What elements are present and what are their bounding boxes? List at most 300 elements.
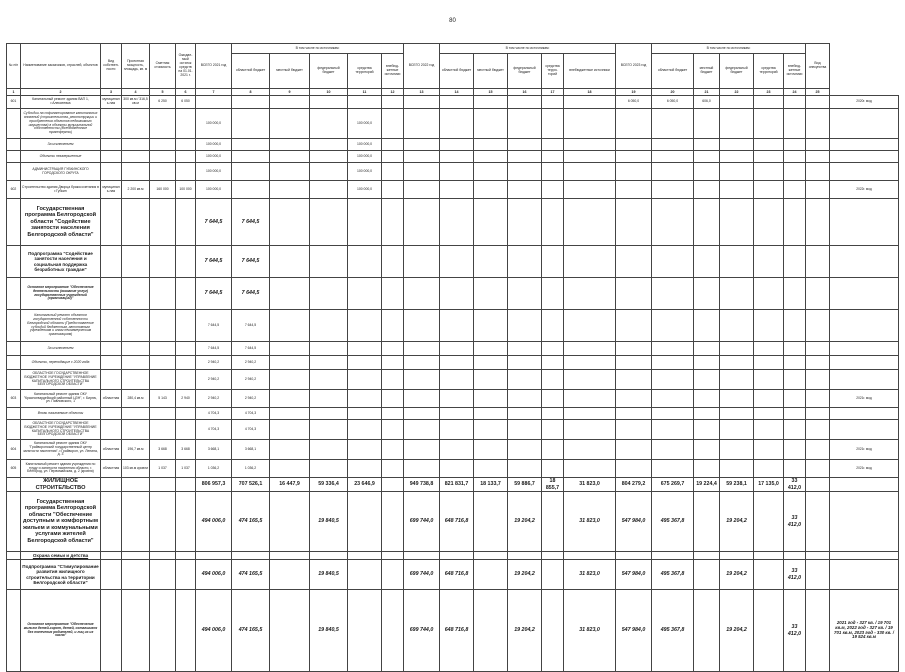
row-property-type	[830, 278, 899, 310]
row-value: 648 716,8	[440, 590, 474, 672]
row-value: 31 823,0	[564, 560, 616, 590]
row-value: 4 704,3	[232, 420, 270, 440]
row-value	[754, 310, 784, 342]
row-value	[542, 420, 564, 440]
row-value: 494 006,0	[196, 560, 232, 590]
row-remaining	[176, 163, 196, 181]
row-number	[7, 552, 21, 560]
row-value	[348, 342, 382, 356]
row-value	[382, 478, 404, 492]
row-value: 19 224,4	[694, 478, 720, 492]
row-value	[720, 163, 754, 181]
row-remaining	[176, 590, 196, 672]
row-value	[404, 151, 440, 163]
row-estimate	[150, 420, 176, 440]
column-number: 19	[616, 89, 652, 96]
row-value	[440, 278, 474, 310]
row-value	[542, 139, 564, 151]
row-value: 804 279,2	[616, 478, 652, 492]
row-value	[720, 151, 754, 163]
row-value	[310, 278, 348, 310]
row-value	[720, 390, 754, 408]
row-value	[542, 181, 564, 199]
col-federal-2021: федеральный бюджет	[310, 54, 348, 89]
row-value	[348, 356, 382, 370]
row-value	[382, 420, 404, 440]
table-row	[7, 370, 899, 390]
row-value: 7 644,5	[232, 246, 270, 278]
row-value	[404, 408, 440, 420]
table-row	[7, 181, 899, 199]
row-value	[616, 199, 652, 246]
row-value	[784, 420, 806, 440]
row-capacity	[122, 420, 150, 440]
row-value	[616, 552, 652, 560]
row-value	[806, 181, 830, 199]
row-value	[474, 552, 508, 560]
row-value: 3 668,1	[232, 440, 270, 460]
row-value: 19 840,5	[310, 590, 348, 672]
row-estimate	[150, 342, 176, 356]
row-value	[564, 96, 616, 109]
table-row	[7, 440, 899, 460]
row-value	[754, 590, 784, 672]
col-num: № п/п	[7, 44, 21, 89]
row-remaining	[176, 342, 196, 356]
row-value	[784, 460, 806, 478]
row-value	[270, 492, 310, 552]
row-value	[382, 96, 404, 109]
table-row	[7, 96, 899, 109]
row-number	[7, 246, 21, 278]
table-row	[7, 420, 899, 440]
row-value	[382, 552, 404, 560]
column-number: 2	[21, 89, 101, 96]
row-value	[474, 492, 508, 552]
row-estimate	[150, 370, 176, 390]
row-value	[652, 181, 694, 199]
row-value	[270, 408, 310, 420]
row-value: 100 000,0	[348, 181, 382, 199]
row-value: 7 644,5	[232, 310, 270, 342]
row-property-type	[830, 560, 899, 590]
row-property-type: 2021г. мод	[830, 390, 899, 408]
row-capacity	[122, 342, 150, 356]
row-capacity	[122, 139, 150, 151]
col-ownership: Вид собствен-ности	[101, 44, 122, 89]
row-value	[564, 408, 616, 420]
row-value	[440, 356, 474, 370]
row-value	[616, 460, 652, 478]
row-value	[196, 96, 232, 109]
row-value	[348, 96, 382, 109]
row-value	[720, 278, 754, 310]
row-value	[564, 163, 616, 181]
row-value	[806, 199, 830, 246]
row-value	[404, 139, 440, 151]
row-estimate: 3 668	[150, 440, 176, 460]
row-value	[694, 278, 720, 310]
row-value	[564, 310, 616, 342]
column-number: 8	[232, 89, 270, 96]
row-value	[270, 590, 310, 672]
row-value	[754, 356, 784, 370]
row-name: Субсидии на софинансирование капитальных вложений (строительства, реконструкции и приобретения объектов недвижимого имущества) в объекты муниципальной собственности (Всебюджетные трансферты)	[21, 109, 101, 139]
row-value	[542, 552, 564, 560]
row-value	[508, 408, 542, 420]
row-value	[440, 390, 474, 408]
row-remaining	[176, 478, 196, 492]
row-number	[7, 492, 21, 552]
row-value	[652, 460, 694, 478]
row-value	[270, 96, 310, 109]
row-value	[348, 390, 382, 408]
row-value	[382, 310, 404, 342]
row-value: 648 716,8	[440, 560, 474, 590]
row-property-type: 2022г. мод	[830, 181, 899, 199]
row-value	[694, 420, 720, 440]
row-value	[542, 163, 564, 181]
column-number: 25	[806, 89, 830, 96]
row-value	[720, 310, 754, 342]
row-remaining	[176, 552, 196, 560]
column-number: 16	[508, 89, 542, 96]
row-value: 4 704,3	[196, 420, 232, 440]
row-value	[440, 96, 474, 109]
row-value	[404, 96, 440, 109]
row-name: АДМИНИСТРАЦИЯ ГУБКИНСКОГО ГОРОДСКОГО ОКРУГА	[21, 163, 101, 181]
row-value: 3 668,1	[196, 440, 232, 460]
row-number	[7, 408, 21, 420]
row-value	[720, 109, 754, 139]
row-value	[310, 246, 348, 278]
row-name: Объекты, переходящие с 2020 года	[21, 356, 101, 370]
row-value	[652, 163, 694, 181]
row-capacity	[122, 370, 150, 390]
row-value: 495 367,8	[652, 560, 694, 590]
row-value	[564, 199, 616, 246]
row-value	[270, 356, 310, 370]
row-number	[7, 370, 21, 390]
row-value	[270, 278, 310, 310]
row-value: 2 940,2	[232, 370, 270, 390]
table-row	[7, 390, 899, 408]
row-value	[232, 552, 270, 560]
row-value: 2 940,2	[232, 356, 270, 370]
row-value	[616, 420, 652, 440]
row-number: 605	[7, 460, 21, 478]
row-property-type	[830, 139, 899, 151]
row-value	[754, 420, 784, 440]
row-ownership	[101, 590, 122, 672]
row-capacity	[122, 278, 150, 310]
row-remaining: 6 050	[176, 96, 196, 109]
row-property-type	[830, 492, 899, 552]
row-estimate	[150, 139, 176, 151]
row-value	[694, 163, 720, 181]
row-value	[404, 199, 440, 246]
row-property-type	[830, 199, 899, 246]
row-value	[784, 181, 806, 199]
row-value	[310, 96, 348, 109]
row-value: 33 412,0	[784, 590, 806, 672]
row-value	[404, 109, 440, 139]
row-value	[784, 408, 806, 420]
row-value	[564, 440, 616, 460]
row-value	[382, 151, 404, 163]
row-value	[720, 408, 754, 420]
row-value	[784, 139, 806, 151]
row-value	[474, 199, 508, 246]
row-remaining	[176, 408, 196, 420]
row-value	[720, 96, 754, 109]
row-value	[404, 356, 440, 370]
row-value	[564, 109, 616, 139]
row-value	[404, 181, 440, 199]
row-value	[474, 151, 508, 163]
row-value: 59 238,1	[720, 478, 754, 492]
row-value: 2 940,2	[196, 356, 232, 370]
row-value	[652, 278, 694, 310]
row-value	[694, 310, 720, 342]
row-value	[508, 163, 542, 181]
row-value	[720, 370, 754, 390]
row-value	[754, 139, 784, 151]
row-ownership	[101, 199, 122, 246]
row-value	[348, 278, 382, 310]
row-value	[542, 440, 564, 460]
row-ownership	[101, 356, 122, 370]
row-ownership: областная	[101, 390, 122, 408]
table-row	[7, 246, 899, 278]
row-value	[652, 199, 694, 246]
row-capacity	[122, 246, 150, 278]
row-remaining: 2 940	[176, 390, 196, 408]
row-value	[382, 460, 404, 478]
row-remaining	[176, 560, 196, 590]
row-value: 19 204,2	[508, 492, 542, 552]
row-value	[382, 163, 404, 181]
row-capacity	[122, 356, 150, 370]
row-value	[652, 420, 694, 440]
column-number: 11	[348, 89, 382, 96]
column-number: 4	[122, 89, 150, 96]
row-value	[474, 310, 508, 342]
table-row	[7, 478, 899, 492]
row-value	[542, 492, 564, 552]
row-value: 707 526,1	[232, 478, 270, 492]
row-value	[754, 560, 784, 590]
col-local-2021: местный бюджет	[270, 54, 310, 89]
row-value	[440, 408, 474, 420]
row-value	[784, 246, 806, 278]
row-value: 31 823,0	[564, 590, 616, 672]
row-value: 31 823,0	[564, 478, 616, 492]
row-number	[7, 163, 21, 181]
row-value	[310, 420, 348, 440]
col-federal-2023: федеральный бюджет	[720, 54, 754, 89]
row-value	[784, 199, 806, 246]
row-value	[806, 552, 830, 560]
row-name: Основное мероприятие "Обеспечение жильем детей-сирот, детей, оставшихся без попечения родителей, и лиц из их числа"	[21, 590, 101, 672]
row-value	[754, 460, 784, 478]
row-value	[806, 151, 830, 163]
row-value	[404, 246, 440, 278]
col-local-2022: местный бюджет	[474, 54, 508, 89]
row-value: 19 204,2	[720, 492, 754, 552]
row-number: 603	[7, 390, 21, 408]
row-value	[382, 139, 404, 151]
row-value	[270, 151, 310, 163]
row-value: 699 744,0	[404, 590, 440, 672]
row-capacity: 280,4 кв.м	[122, 390, 150, 408]
row-property-type	[830, 310, 899, 342]
row-value	[754, 342, 784, 356]
row-value	[474, 440, 508, 460]
row-value: 2 940,2	[232, 390, 270, 408]
row-value: 606,0	[694, 96, 720, 109]
row-value	[382, 356, 404, 370]
row-value	[694, 590, 720, 672]
row-estimate	[150, 151, 176, 163]
row-value	[310, 370, 348, 390]
row-value	[474, 370, 508, 390]
row-value	[474, 109, 508, 139]
row-value: 495 367,8	[652, 590, 694, 672]
row-value	[806, 139, 830, 151]
column-number: 22	[720, 89, 754, 96]
row-remaining	[176, 139, 196, 151]
row-value: 1 036,2	[196, 460, 232, 478]
row-value	[652, 310, 694, 342]
row-estimate: 5 143	[150, 390, 176, 408]
column-number: 18	[564, 89, 616, 96]
sources-2021-header: В том числе по источникам:	[232, 44, 404, 54]
column-number: 3	[101, 89, 122, 96]
row-estimate	[150, 552, 176, 560]
row-value	[474, 390, 508, 408]
row-value	[652, 246, 694, 278]
table-row	[7, 139, 899, 151]
row-value	[652, 139, 694, 151]
row-estimate	[150, 560, 176, 590]
row-value: 7 644,5	[232, 278, 270, 310]
row-value	[348, 370, 382, 390]
row-value	[508, 139, 542, 151]
col-capacity: Проектная мощность, площадь, кв. м	[122, 44, 150, 89]
row-value	[474, 356, 508, 370]
row-value	[270, 560, 310, 590]
row-value	[754, 199, 784, 246]
row-value	[270, 420, 310, 440]
row-number	[7, 356, 21, 370]
row-value	[474, 246, 508, 278]
row-value	[806, 460, 830, 478]
row-value	[616, 408, 652, 420]
row-property-type: 2021г. мод	[830, 440, 899, 460]
row-value	[542, 408, 564, 420]
row-value	[652, 109, 694, 139]
row-value	[784, 96, 806, 109]
column-number: 20	[652, 89, 694, 96]
row-value	[694, 109, 720, 139]
col-total-2023: ВСЕГО 2023 год	[616, 44, 652, 89]
row-name: Подпрограмма "Стимулирование развития жилищного строительства на территории Белгородской области"	[21, 560, 101, 590]
row-value	[310, 356, 348, 370]
row-capacity: 103 кв.м кровли	[122, 460, 150, 478]
row-value	[616, 278, 652, 310]
row-value: 821 831,7	[440, 478, 474, 492]
row-value	[542, 390, 564, 408]
row-remaining: 3 668	[176, 440, 196, 460]
row-remaining	[176, 109, 196, 139]
col-property-type: Вид опекунства	[806, 44, 830, 89]
row-value	[694, 370, 720, 390]
row-value: 100 000,0	[196, 151, 232, 163]
row-value	[542, 356, 564, 370]
row-value	[508, 390, 542, 408]
row-property-type	[830, 552, 899, 560]
row-value	[508, 370, 542, 390]
row-value	[382, 342, 404, 356]
row-value	[270, 460, 310, 478]
row-value	[508, 310, 542, 342]
row-value	[404, 278, 440, 310]
row-value	[754, 408, 784, 420]
row-value	[784, 278, 806, 310]
row-value	[348, 440, 382, 460]
row-value: 100 000,0	[348, 151, 382, 163]
row-value	[440, 246, 474, 278]
row-value	[232, 181, 270, 199]
row-number	[7, 478, 21, 492]
row-value	[564, 356, 616, 370]
row-ownership: муниципаль-ная	[101, 181, 122, 199]
row-value	[474, 181, 508, 199]
row-value	[348, 310, 382, 342]
row-name: Основное мероприятие "Обеспечение деятельности (оказание услуг) государственных учреждений (организаций)"	[21, 278, 101, 310]
row-value	[382, 560, 404, 590]
row-name: Подпрограмма "Содействие занятости населения и социальная поддержка безработных граждан"	[21, 246, 101, 278]
row-value	[232, 163, 270, 181]
row-value	[382, 408, 404, 420]
row-value	[694, 139, 720, 151]
row-remaining: 100 000	[176, 181, 196, 199]
row-value	[616, 181, 652, 199]
col-federal-2022: федеральный бюджет	[508, 54, 542, 89]
row-value	[310, 460, 348, 478]
row-value	[404, 460, 440, 478]
row-property-type	[830, 342, 899, 356]
row-capacity	[122, 163, 150, 181]
row-value	[694, 440, 720, 460]
row-value: 59 886,7	[508, 478, 542, 492]
row-value	[348, 552, 382, 560]
row-value	[310, 109, 348, 139]
col-extra-2021: внебюд-жетные источники	[382, 54, 404, 89]
row-property-type	[830, 246, 899, 278]
row-value	[806, 356, 830, 370]
row-ownership	[101, 552, 122, 560]
row-value	[694, 151, 720, 163]
row-value	[694, 390, 720, 408]
row-capacity	[122, 151, 150, 163]
table-row	[7, 356, 899, 370]
row-value	[270, 163, 310, 181]
row-value	[508, 342, 542, 356]
row-value	[806, 420, 830, 440]
row-value	[440, 460, 474, 478]
